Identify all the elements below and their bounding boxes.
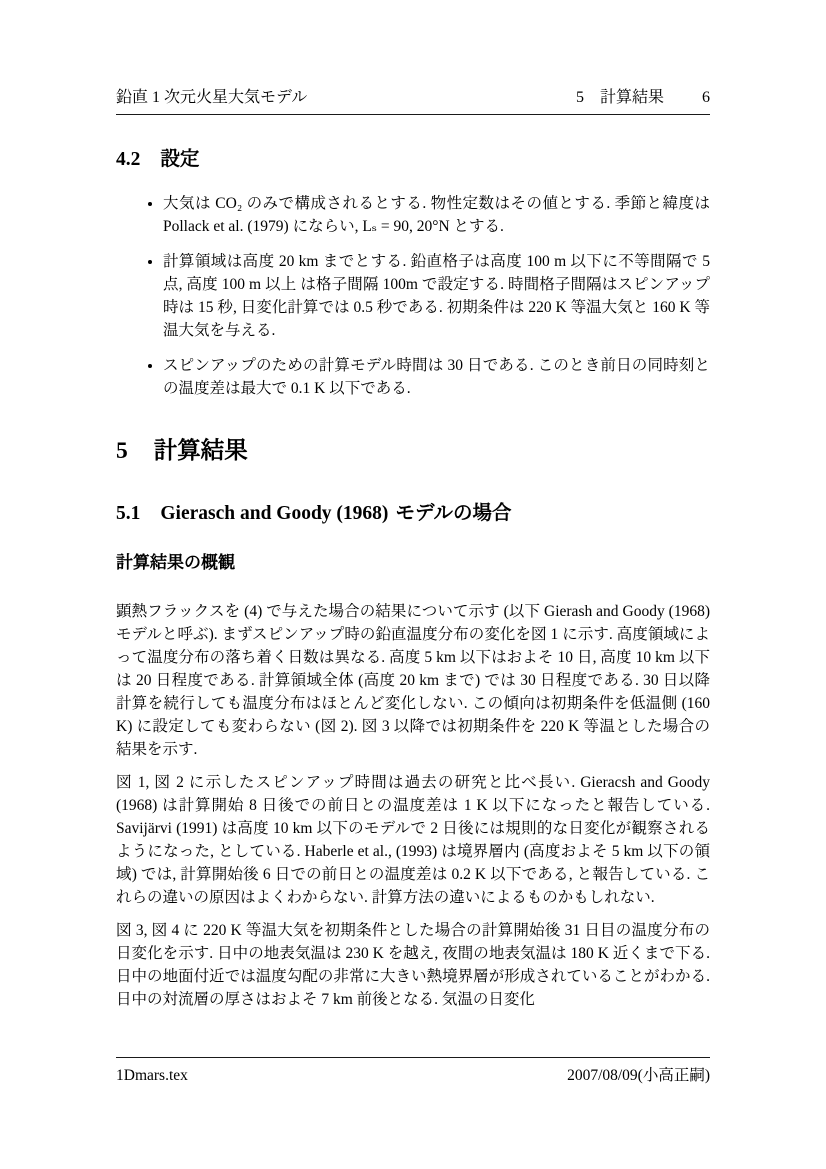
settings-bullet-list bbox=[116, 192, 710, 400]
section-title-suffix: モデルの場合 bbox=[395, 501, 512, 524]
list-item: • 計算領域は高度 20 km までとする. 鉛直格子は高度 100 m 以下に不等間隔で 5 点, 高度 100 m 以上 は格子間隔 100m で設定する. 時間格子間隔はスピンアップ時は 15 秒, 日変化計算では 0.5 秒である. 初期条件は 220 K 等温大気と 160 K 等温大気を与える. bbox=[163, 250, 710, 342]
section-number: 5.1 bbox=[116, 502, 141, 524]
footer-date-author: 2007/08/09(小高正嗣) bbox=[567, 1067, 710, 1084]
running-section-label: 5 計算結果 bbox=[575, 89, 664, 106]
list-item: • スピンアップのための計算モデル時間は 30 日である. このとき前日の同時刻との温度差は最大で 0.1 K 以下である. bbox=[163, 354, 710, 400]
section-number: 5 bbox=[116, 438, 128, 465]
section-heading-5 bbox=[116, 436, 710, 466]
paragraph-heading: 計算結果の概観 bbox=[116, 553, 235, 573]
section-heading-5-1 bbox=[116, 501, 710, 526]
list-item: • 大気は CO₂ のみで構成されるとする. 物性定数はその値とする. 季節と緯度は Pollack et al. (1979) にならい, Lₛ = 90, 20°N とする. bbox=[163, 192, 710, 238]
section-title-latin: Gierasch and Goody (1968) bbox=[160, 502, 389, 524]
running-header bbox=[116, 84, 710, 115]
running-header-right bbox=[576, 84, 710, 107]
section-heading-4-2 bbox=[116, 147, 710, 172]
page-number: 6 bbox=[702, 89, 710, 106]
body-paragraph: 図 1, 図 2 に示したスピンアップ時間は過去の研究と比べ長い. Gieracsh and Goody (1968) は計算開始 8 日後での前日との温度差は 1 K 以下になったと報告している. Savijärvi (1991) は高度 10 km 以下のモデルで 2 日後には規則的な日変化が観察されるようになった, としている. Haberle et al., (1993) は境界層内 (高度およそ 5 km 以下の領域) では, 計算開始後 6 日での前日との温度差は 0.2 K 以下である, と報告している. これらの違いの原因はよくわからない. 計算方法の違いによるものかもしれない. bbox=[116, 774, 710, 907]
body-paragraph: 図 3, 図 4 に 220 K 等温大気を初期条件とした場合の計算開始後 31 日目の温度分布の日変化を示す. 日中の地表気温は 230 K を越え, 夜間の地表気温は 180 K 近くまで下る. 日中の地面付近では温度勾配の非常に大きい熱境界層が形成されていることがわかる. 日中の対流層の厚さはおよそ 7 km 前後となる. 気温の日変化 bbox=[116, 922, 710, 1009]
running-title: 鉛直 1 次元火星大気モデル bbox=[116, 89, 308, 106]
section-number: 4.2 bbox=[116, 149, 141, 170]
running-footer bbox=[116, 1057, 710, 1085]
footer-filename: 1Dmars.tex bbox=[116, 1067, 188, 1084]
body-paragraph: 顕熱フラックスを (4) で与えた場合の結果について示す (以下 Gierash and Goody (1968) モデルと呼ぶ). まずスピンアップ時の鉛直温度分布の変化を図 1 に示す. 高度領域によって温度分布の落ち着く日数は異なる. 高度 5 km 以下はおよそ 10 日, 高度 10 km 以下は 20 日程度である. 計算領域全体 (高度 20 km まで) では 30 日程度である. 30 日以降計算を続行しても温度分布はほとんど変化しない. この傾向は初期条件を低温側 (160 K) に設定しても変わらない (図 2). 図 3 以降では初期条件を 220 K 等温とした場合の結果を示す. bbox=[116, 603, 710, 759]
section-title: 設定 bbox=[160, 148, 200, 170]
section-title: 計算結果 bbox=[153, 437, 248, 464]
